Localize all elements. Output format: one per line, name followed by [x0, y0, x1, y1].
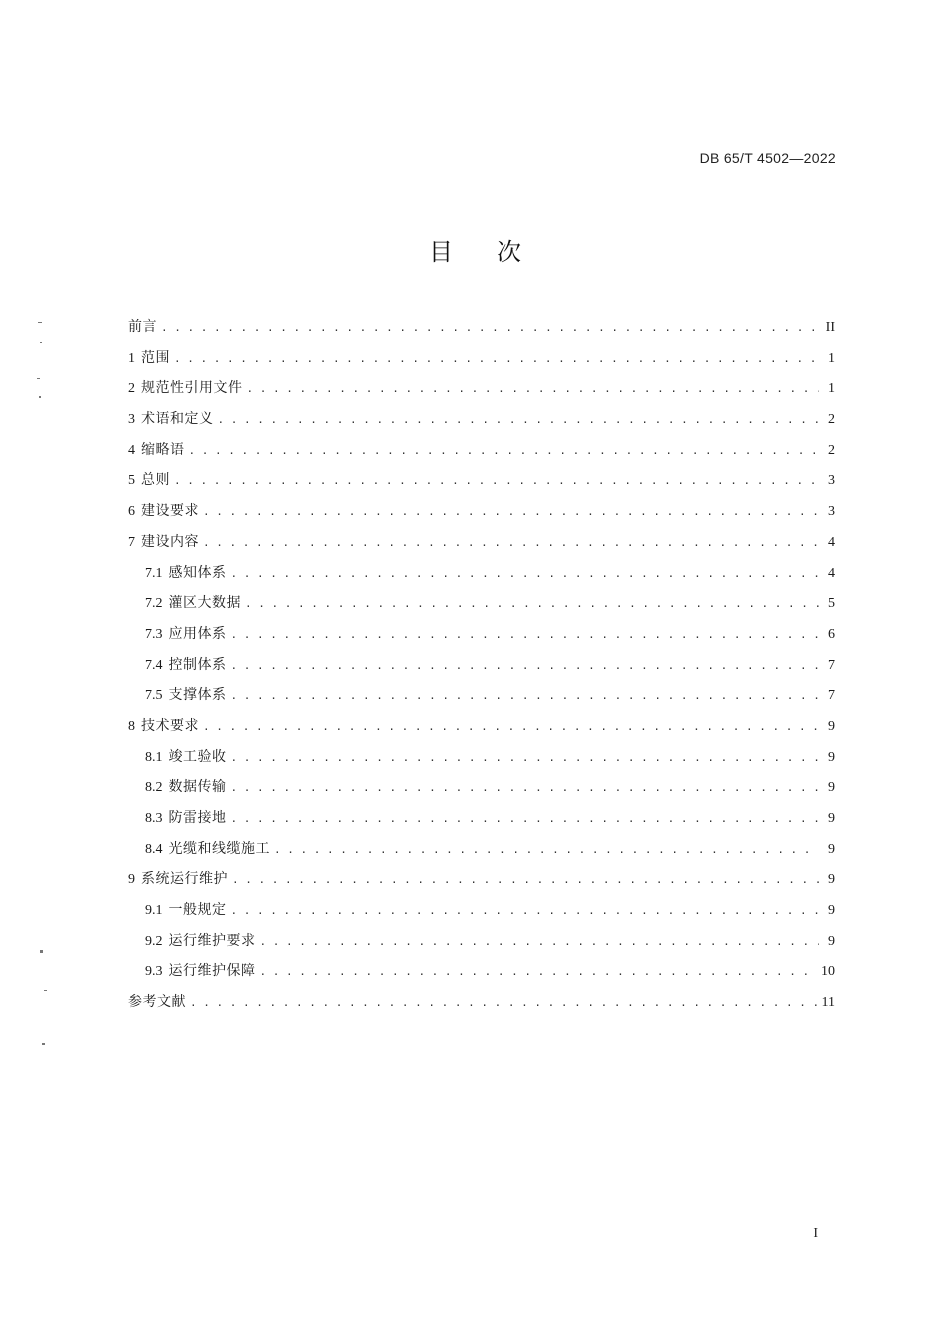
toc-leader-dots [190, 988, 818, 1018]
toc-entry-page: 9 [828, 780, 835, 796]
toc-entry-number: 7.5 [145, 688, 163, 704]
toc-entry-page: 3 [828, 473, 835, 489]
toc-leader-dots [161, 313, 819, 343]
toc-leader-dots [231, 804, 820, 834]
toc-entry-label: 术语和定义 [141, 411, 214, 428]
toc-entry-number: 9.1 [145, 903, 163, 919]
toc-entry-label: 前言 [128, 319, 157, 335]
toc-entry-label: 防雷接地 [168, 810, 227, 826]
toc-entry-number: 7.3 [145, 626, 163, 642]
toc-entry-page: 2 [828, 412, 835, 428]
toc-entry-number: 9.3 [145, 964, 163, 980]
toc-entry-page: 9 [828, 841, 835, 857]
toc-entry[interactable] [128, 373, 835, 404]
toc-entry-label: 规范性引用文件 [141, 380, 243, 397]
toc-entry-number: 8.4 [145, 841, 163, 857]
toc-entry[interactable] [128, 987, 835, 1018]
toc-entry-number: 7.1 [145, 565, 163, 581]
scan-speck [39, 396, 41, 398]
document-code: DB 65/T 4502—2022 [699, 150, 836, 166]
toc-entry[interactable] [128, 864, 835, 895]
scan-speck [42, 1043, 45, 1045]
toc-leader-dots [231, 743, 820, 773]
scan-speck [38, 322, 42, 323]
toc-entry[interactable] [128, 343, 835, 374]
toc-entry-page: 5 [828, 596, 835, 612]
scan-speck [40, 950, 43, 953]
toc-entry-label: 范围 [141, 349, 170, 366]
scan-speck [40, 342, 42, 343]
toc-entry-page: 7 [828, 657, 835, 673]
toc-entry-page: 9 [828, 903, 835, 919]
toc-entry[interactable] [128, 435, 835, 466]
toc-entry-number: 7 [128, 534, 135, 550]
toc-leader-dots [203, 497, 819, 527]
toc-entry-label: 系统运行维护 [141, 871, 228, 888]
toc-leader-dots [231, 559, 820, 589]
toc-leader-dots [231, 651, 820, 681]
toc-leader-dots [174, 344, 819, 374]
toc-entry[interactable] [128, 926, 835, 957]
toc-entry-label: 控制体系 [168, 656, 227, 673]
toc-title: 目次 [429, 238, 565, 266]
toc-entry-page: 4 [828, 565, 835, 581]
toc-entry-page: 9 [828, 872, 835, 888]
toc-entry[interactable] [128, 312, 835, 343]
toc-entry-label: 支撑体系 [168, 687, 227, 704]
toc-entry[interactable] [128, 772, 835, 803]
toc-leader-dots [247, 374, 820, 404]
toc-entry-label: 光缆和线缆施工 [168, 840, 270, 857]
toc-leader-dots [231, 681, 820, 711]
toc-leader-dots [174, 466, 819, 496]
toc-entry[interactable] [128, 711, 835, 742]
toc-entry-label: 技术要求 [141, 717, 199, 734]
toc-entry-label: 竣工验收 [168, 748, 227, 765]
toc-entry-label: 运行维护要求 [168, 932, 256, 949]
toc-entry[interactable] [128, 465, 835, 496]
toc-entry-number: 9 [128, 872, 135, 888]
toc-entry-page: 9 [828, 718, 835, 734]
toc-entry-number: 8.3 [145, 811, 163, 826]
toc-entry-label: 总则 [141, 472, 170, 489]
toc-leader-dots [231, 773, 820, 803]
toc-leader-dots [231, 896, 820, 926]
toc-entry-page: 9 [828, 749, 835, 765]
toc-entry-number: 7.2 [145, 596, 163, 612]
toc-entry-number: 9.2 [145, 933, 163, 949]
toc-entry-page: 9 [828, 811, 835, 826]
toc-entry-number: 6 [128, 504, 135, 520]
toc-leader-dots [260, 927, 820, 957]
toc-entry-number: 1 [128, 350, 135, 366]
page-number: I [813, 1226, 818, 1241]
toc-leader-dots [260, 957, 818, 987]
toc-leader-dots [274, 835, 819, 865]
toc-entry-number: 4 [128, 442, 135, 458]
toc-entry[interactable] [128, 496, 835, 527]
toc-entry-label: 缩略语 [141, 441, 185, 458]
toc-leader-dots [232, 865, 819, 895]
toc-entry-page: 1 [828, 350, 835, 366]
toc-entry-page: 10 [821, 964, 835, 980]
toc-entry[interactable] [128, 956, 835, 987]
toc-entry[interactable] [128, 680, 835, 711]
toc-entry-label: 建设要求 [141, 503, 199, 520]
toc-entry-label: 一般规定 [168, 902, 227, 919]
toc-entry-label: 参考文献 [128, 994, 186, 1011]
toc-entry[interactable] [128, 588, 835, 619]
toc-entry-label: 灌区大数据 [168, 595, 241, 612]
toc-entry-label: 数据传输 [168, 779, 227, 796]
toc-entry-page: 2 [828, 442, 835, 458]
toc-entry-page: 1 [828, 381, 835, 397]
toc-entry-number: 8.1 [145, 749, 163, 765]
toc-leader-dots [218, 405, 820, 435]
toc-entry[interactable] [128, 527, 835, 558]
toc-entry-page: 6 [828, 626, 835, 642]
toc-entry[interactable] [128, 650, 835, 681]
toc-entry-number: 3 [128, 412, 135, 428]
toc-entry[interactable] [128, 834, 835, 865]
toc-entry[interactable] [128, 742, 835, 773]
toc-entry-number: 5 [128, 473, 135, 489]
toc-entry-label: 感知体系 [168, 564, 227, 581]
toc-entry-number: 7.4 [145, 657, 163, 673]
toc-leader-dots [231, 620, 820, 650]
toc-entry-page: 4 [828, 534, 835, 550]
toc-list [128, 312, 835, 1018]
toc-entry[interactable] [128, 803, 835, 834]
toc-leader-dots [245, 589, 819, 619]
toc-leader-dots [189, 436, 820, 466]
toc-entry-page: 11 [821, 995, 835, 1011]
scan-speck [44, 990, 47, 991]
toc-entry-number: 2 [128, 381, 135, 397]
toc-entry-number: 8 [128, 718, 135, 734]
toc-entry-page: 9 [828, 933, 835, 949]
toc-entry[interactable] [128, 619, 835, 650]
toc-entry-label: 应用体系 [168, 625, 227, 642]
toc-entry-label: 运行维护保障 [168, 963, 256, 980]
toc-leader-dots [203, 528, 819, 558]
scan-speck [37, 378, 40, 379]
toc-entry-page: 7 [828, 688, 835, 704]
toc-entry-label: 建设内容 [141, 533, 199, 550]
toc-entry[interactable] [128, 558, 835, 589]
toc-entry[interactable] [128, 404, 835, 435]
toc-entry-number: 8.2 [145, 780, 163, 796]
toc-entry[interactable] [128, 895, 835, 926]
toc-entry-page: II [825, 320, 835, 335]
toc-leader-dots [203, 712, 819, 742]
toc-entry-page: 3 [828, 504, 835, 520]
